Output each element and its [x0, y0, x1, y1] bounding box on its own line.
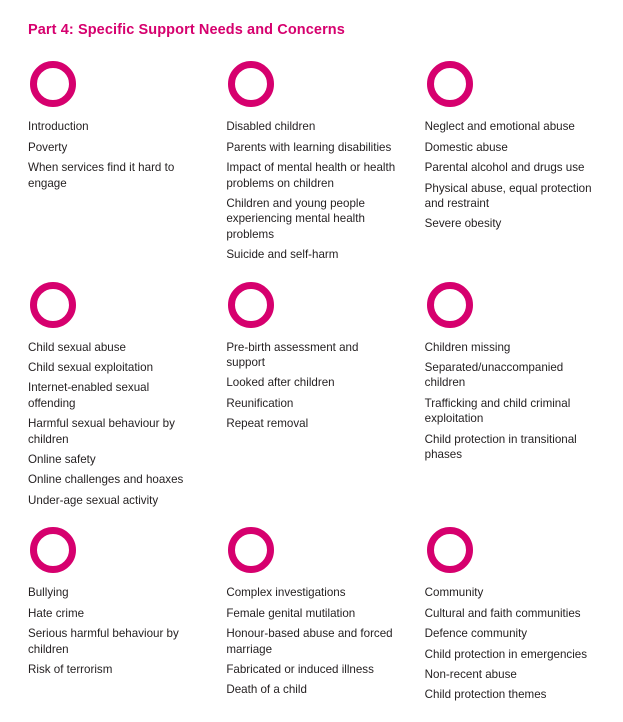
list-item: Impact of mental health or health problems on children [226, 161, 396, 190]
section-block-6 [425, 282, 595, 514]
list-item: Cultural and faith communities [424, 606, 581, 620]
section-grid-row-2 [28, 282, 595, 528]
section-item-list [28, 585, 198, 677]
section-block-4 [28, 282, 198, 514]
section-item-list [28, 119, 198, 191]
list-item: Parents with learning disabilities [226, 140, 392, 154]
section-block-5 [226, 282, 396, 514]
section-item-list [425, 340, 595, 463]
list-item: Children and young people experiencing mental health problems [226, 197, 365, 241]
pink-ring-icon [427, 61, 473, 107]
list-item: Severe obesity [424, 217, 502, 231]
list-item: Hate crime [28, 606, 85, 620]
section-item-list [226, 119, 396, 262]
list-item: Repeat removal [226, 417, 309, 431]
list-item: Children missing [424, 340, 511, 354]
pink-ring-icon [427, 282, 473, 328]
list-item: Suicide and self-harm [226, 248, 339, 262]
list-item: Child protection themes [424, 688, 547, 702]
list-item: Separated/unaccompanied children [424, 361, 564, 390]
list-item: Community [424, 586, 484, 600]
pink-ring-icon [30, 282, 76, 328]
list-item: Complex investigations [226, 586, 346, 600]
list-item: Death of a child [226, 683, 307, 697]
list-item: Domestic abuse [424, 140, 508, 154]
section-block-3 [425, 61, 595, 267]
list-item: Honour-based abuse and forced marriage [226, 627, 393, 656]
list-item: Parental alcohol and drugs use [424, 161, 585, 175]
list-item: Reunification [226, 396, 294, 410]
list-item: Defence community [424, 627, 528, 641]
list-item: Neglect and emotional abuse [424, 120, 575, 134]
section-grid-row-3 [28, 527, 595, 721]
list-item: Harmful sexual behaviour by children [28, 417, 175, 446]
pink-ring-icon [228, 61, 274, 107]
list-item: Child protection in emergencies [424, 647, 588, 661]
section-item-list [425, 119, 595, 231]
list-item: Female genital mutilation [226, 606, 356, 620]
section-item-list [226, 585, 396, 697]
list-item: Serious harmful behaviour by children [28, 627, 179, 656]
section-item-list [28, 340, 198, 509]
pink-ring-icon [228, 527, 274, 573]
list-item: When services find it hard to engage [28, 161, 175, 190]
section-block-7 [28, 527, 198, 707]
pink-ring-icon [228, 282, 274, 328]
list-item: Introduction [28, 120, 89, 134]
list-item: Child sexual exploitation [28, 361, 154, 375]
pink-ring-icon [30, 61, 76, 107]
list-item: Poverty [28, 140, 68, 154]
section-block-8 [226, 527, 396, 707]
list-item: Under-age sexual activity [28, 493, 159, 507]
list-item: Looked after children [226, 376, 335, 390]
section-block-2 [226, 61, 396, 267]
list-item: Bullying [28, 586, 69, 600]
list-item: Risk of terrorism [28, 662, 113, 676]
list-item: Online safety [28, 453, 96, 467]
list-item: Pre-birth assessment and support [226, 340, 359, 370]
section-grid-row-1 [28, 61, 595, 281]
list-item: Trafficking and child criminal exploitation [424, 396, 571, 426]
list-item: Physical abuse, equal protection and restraint [424, 181, 592, 211]
list-item: Non-recent abuse [424, 667, 517, 681]
section-item-list [226, 340, 396, 432]
pink-ring-icon [30, 527, 76, 573]
list-item: Disabled children [226, 120, 316, 134]
pink-ring-icon [427, 527, 473, 573]
section-block-9 [425, 527, 595, 707]
list-item: Internet-enabled sexual offending [28, 381, 150, 410]
page-title: Part 4: Specific Support Needs and Concerns [28, 22, 345, 38]
section-item-list [425, 585, 595, 702]
list-item: Fabricated or induced illness [226, 662, 374, 676]
list-item: Child sexual abuse [28, 340, 126, 354]
list-item: Online challenges and hoaxes [28, 473, 184, 487]
list-item: Child protection in transitional phases [424, 432, 577, 462]
section-block-1 [28, 61, 198, 267]
